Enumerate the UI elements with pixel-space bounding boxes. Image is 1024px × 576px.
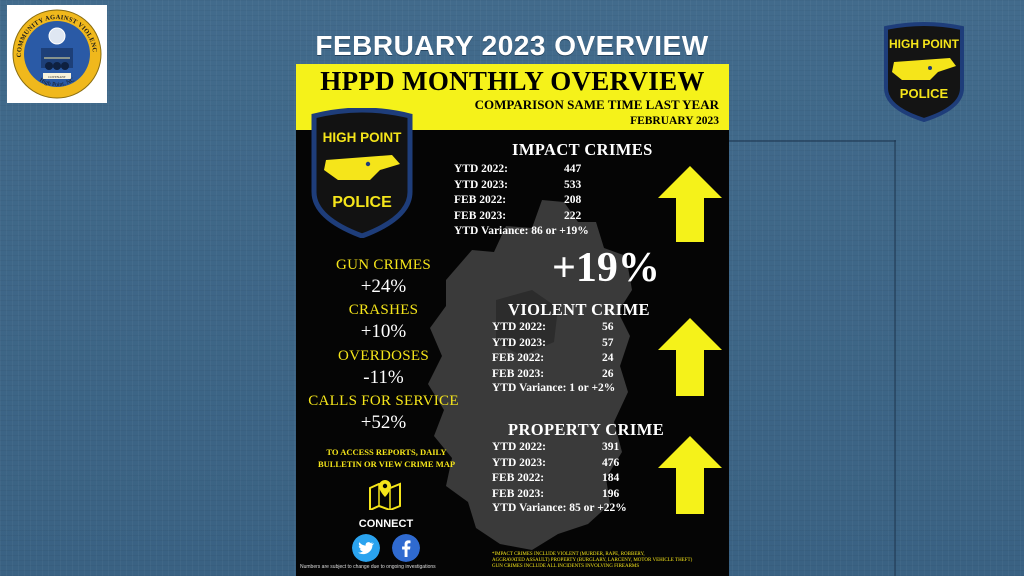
footnotes (492, 552, 724, 570)
property-up-arrow-icon (658, 436, 722, 514)
cav-ring-text: COMMUNITY AGAINST VIOLENC (15, 13, 98, 58)
property-variance: YTD Variance: 85 or +22% (492, 502, 627, 514)
stat-label: FEB 2022: (492, 472, 545, 484)
stat-label: YTD 2023: (492, 456, 546, 469)
community-against-violence-logo (7, 5, 107, 103)
property-crime-stats (492, 440, 619, 502)
gun-crimes-label: GUN CRIMES (335, 257, 432, 273)
background-frame-line-right (894, 140, 896, 576)
gun-crimes-value: +24% (360, 276, 407, 297)
high-point-police-patch-logo (880, 22, 968, 122)
crime-map-icon[interactable] (368, 478, 402, 510)
poster-month: FEBRUARY 2023 (630, 115, 719, 127)
stat-label: FEB 2022: (454, 194, 507, 206)
stat-row (492, 487, 619, 503)
stat-label: YTD 2023: (492, 336, 546, 349)
property-crime-title: PROPERTY CRIME (508, 420, 665, 439)
poster-subtitle: COMPARISON SAME TIME LAST YEAR (474, 97, 719, 112)
access-line-2: BULLETIN OR VIEW CRIME MAP (317, 459, 456, 469)
background-frame-line-top (728, 140, 896, 142)
stat-value: 391 (602, 441, 620, 453)
impact-big-percent: +19% (552, 245, 660, 291)
twitter-icon[interactable] (352, 534, 380, 562)
stat-row (492, 367, 614, 383)
slide-title: FEBRUARY 2023 OVERVIEW (315, 30, 709, 61)
stat-row (454, 178, 581, 194)
patch-bottom-text: POLICE (899, 86, 949, 101)
stat-value: 208 (564, 194, 582, 206)
stat-row (492, 351, 614, 367)
calls-for-service-value: +52% (360, 412, 407, 433)
patch-top-text: HIGH POINT (888, 37, 960, 51)
connect-label: CONNECT (358, 518, 414, 530)
stat-value: 196 (602, 487, 620, 500)
stat-row (454, 193, 581, 209)
cav-banner-text: COVENANT (48, 75, 66, 79)
impact-crimes-stats (454, 162, 581, 224)
stat-value: 222 (564, 209, 582, 222)
high-point-police-badge (310, 108, 414, 238)
calls-for-service-label: CALLS FOR SERVICE (308, 393, 459, 409)
stat-label: YTD 2022: (492, 441, 546, 453)
impact-up-arrow-icon (658, 166, 722, 242)
access-line-1: TO ACCESS REPORTS, DAILY (326, 447, 447, 457)
stat-label: YTD 2022: (454, 163, 508, 175)
stat-value: 56 (602, 321, 614, 333)
stat-label: FEB 2023: (454, 209, 507, 222)
stat-label: YTD 2022: (492, 321, 546, 333)
stat-row (492, 320, 614, 336)
overdoses-label: OVERDOSES (337, 348, 430, 364)
footnote-line: AGGRAVATED ASSAULT) PROPERTY (BURGLARY, LARCENY, MOTOR VEHICLE THEFT) (492, 558, 693, 563)
monthly-overview-poster (296, 64, 729, 576)
impact-crimes-title: IMPACT CRIMES (512, 140, 653, 159)
stat-value: 533 (564, 178, 582, 191)
stat-row (454, 162, 581, 178)
access-reports-text (314, 446, 459, 470)
stat-row (454, 209, 581, 225)
svg-text:COMMUNITY AGAINST VIOLENCE (7, 5, 98, 57)
crashes-value: +10% (360, 321, 407, 342)
disclaimer-text: Numbers are subject to change due to ongoing investigations (300, 564, 436, 570)
cav-bottom-text: High Point, NC (38, 77, 76, 89)
stat-row (492, 336, 614, 352)
stat-row (492, 456, 619, 472)
stat-label: FEB 2023: (492, 487, 545, 500)
stat-label: FEB 2022: (492, 352, 545, 364)
stat-value: 57 (602, 336, 614, 349)
stat-row (492, 471, 619, 487)
badge-top-text: HIGH POINT (322, 130, 402, 145)
poster-title: HPPD MONTHLY OVERVIEW (320, 66, 705, 96)
stat-value: 476 (602, 456, 620, 469)
violent-variance: YTD Variance: 1 or +2% (492, 382, 616, 394)
stat-value: 26 (602, 367, 614, 380)
violent-crime-stats (492, 320, 614, 382)
violent-crime-title: VIOLENT CRIME (508, 300, 650, 319)
stat-value: 24 (602, 352, 614, 364)
facebook-icon[interactable] (392, 534, 420, 562)
stat-value: 184 (602, 472, 620, 484)
stat-label: FEB 2023: (492, 367, 545, 380)
stat-row (492, 440, 619, 456)
crashes-label: CRASHES (348, 302, 419, 318)
badge-bottom-text: POLICE (332, 194, 392, 211)
impact-variance: YTD Variance: 86 or +19% (454, 225, 589, 237)
stat-label: YTD 2023: (454, 178, 508, 191)
footnote-line: *IMPACT CRIMES INCLUDE VIOLENT (MURDER, RAPE, ROBBERY, (492, 552, 645, 557)
violent-up-arrow-icon (658, 318, 722, 396)
stat-value: 447 (564, 163, 582, 175)
footnote-line: GUN CRIMES INCLUDE ALL INCIDENTS INVOLVING FIREARMS (492, 564, 640, 569)
overdoses-value: -11% (363, 367, 404, 388)
